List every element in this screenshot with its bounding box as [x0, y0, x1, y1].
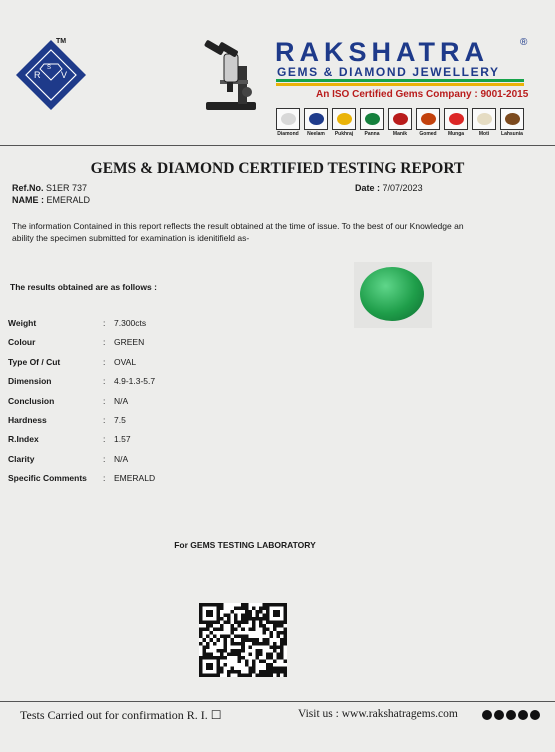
- result-value: GREEN: [114, 337, 145, 348]
- result-label: Dimension: [8, 376, 52, 387]
- footer-website: Visit us : www.rakshatragems.com: [298, 708, 458, 720]
- result-value: 4.9-1.3-5.7: [114, 376, 156, 387]
- ref-label: Ref.No.: [12, 183, 44, 193]
- divider-yellow: [276, 83, 524, 86]
- twitter-icon[interactable]: [506, 710, 516, 720]
- date-label: Date :: [355, 183, 381, 193]
- result-label: Weight: [8, 318, 37, 328]
- header-divider: [0, 145, 555, 146]
- gem-icon-row: [276, 108, 526, 137]
- gem-icon: [472, 108, 496, 130]
- ref-value: S1ER 737: [46, 183, 88, 193]
- youtube-icon[interactable]: [518, 710, 528, 720]
- result-separator: :: [103, 318, 106, 328]
- gem-icon: [500, 108, 524, 130]
- gem-item-panna: [360, 108, 384, 137]
- gem-icon: [332, 108, 356, 130]
- gem-item-diamond: [276, 108, 300, 137]
- gem-item-moti: [472, 108, 496, 137]
- gem-label: Gomed: [419, 131, 437, 137]
- brand-subtitle: GEMS & DIAMOND JEWELLERY: [277, 65, 500, 79]
- logo-letter-2: R: [34, 70, 41, 80]
- result-separator: :: [103, 376, 106, 387]
- gem-icon: [304, 108, 328, 130]
- logo-letter-3: V: [61, 70, 68, 80]
- result-separator: :: [103, 473, 106, 484]
- result-value: EMERALD: [114, 473, 156, 484]
- gem-icon: [276, 108, 300, 130]
- gem-icon: [388, 108, 412, 130]
- result-separator: :: [103, 434, 106, 445]
- gem-label: Moti: [478, 131, 490, 137]
- gem-label: Pukhraj: [334, 131, 354, 137]
- footer-divider: [0, 701, 555, 702]
- result-separator: :: [103, 337, 106, 348]
- gem-icon: [416, 108, 440, 130]
- gemstone-photo: [354, 262, 432, 328]
- whatsapp-icon[interactable]: [494, 710, 504, 720]
- divider-green: [276, 79, 524, 82]
- lab-signature-line: For GEMS TESTING LABORATORY: [174, 540, 316, 550]
- name-label: NAME :: [12, 195, 44, 205]
- result-separator: :: [103, 415, 106, 425]
- registered-mark: ®: [520, 37, 528, 48]
- result-label: Colour: [8, 337, 36, 348]
- iso-certification: An ISO Certified Gems Company : 9001-2015: [316, 89, 529, 100]
- result-value: N/A: [114, 453, 129, 464]
- result-value: 7.300cts: [114, 318, 147, 328]
- report-intro: The information Contained in this report reflects the result obtained at the time of issue. To the best of our Knowledge an ability the specimen submitted for examination is idenitifield as-: [12, 221, 464, 243]
- brand-name: RAKSHATRA: [275, 37, 489, 67]
- company-logo: [14, 38, 88, 112]
- result-label: Conclusion: [8, 395, 55, 406]
- logo-trademark: TM: [56, 38, 67, 45]
- result-label: Hardness: [8, 415, 47, 425]
- ref-number: [12, 183, 87, 193]
- social-icons: [482, 710, 540, 720]
- gem-label: Munga: [447, 131, 465, 137]
- report-date: [355, 183, 423, 193]
- gem-item-lahsunia: [500, 108, 524, 137]
- logo-letter-1: S: [47, 65, 52, 71]
- gem-item-manik: [388, 108, 412, 137]
- gem-label: Neelam: [307, 131, 325, 137]
- result-separator: :: [103, 395, 106, 406]
- gem-item-pukhraj: [332, 108, 356, 137]
- result-value: N/A: [114, 395, 129, 406]
- report-title: GEMS & DIAMOND CERTIFIED TESTING REPORT: [90, 160, 465, 177]
- gem-icon: [444, 108, 468, 130]
- gem-icon: [360, 108, 384, 130]
- qr-code: [198, 603, 288, 677]
- result-separator: :: [103, 356, 106, 367]
- footer-confirmation: Tests Carried out for confirmation R. I. ☐: [20, 708, 222, 722]
- microscope-icon: [200, 40, 260, 112]
- result-value: 1.57: [114, 434, 131, 445]
- gem-item-gomed: [416, 108, 440, 137]
- facebook-icon[interactable]: [482, 710, 492, 720]
- results-heading: The results obtained are as follows :: [10, 282, 157, 292]
- date-value: 7/07/2023: [382, 183, 423, 193]
- instagram-icon[interactable]: [530, 710, 540, 720]
- emerald-stone: [360, 267, 424, 321]
- name-value: EMERALD: [46, 195, 91, 205]
- result-value: OVAL: [114, 356, 137, 367]
- result-label: Specific Comments: [8, 473, 87, 484]
- result-label: Type Of / Cut: [8, 356, 61, 367]
- gem-label: Diamond: [277, 131, 299, 137]
- result-separator: :: [103, 453, 106, 464]
- gem-label: Lahsunia: [501, 131, 523, 137]
- gem-label: Panna: [364, 131, 380, 137]
- result-value: 7.5: [114, 415, 126, 425]
- gem-item-neelam: [304, 108, 328, 137]
- gem-label: Manik: [392, 131, 408, 137]
- stone-name: [12, 195, 90, 205]
- result-label: Clarity: [8, 453, 35, 464]
- gem-item-munga: [444, 108, 468, 137]
- result-label: R.Index: [8, 434, 39, 445]
